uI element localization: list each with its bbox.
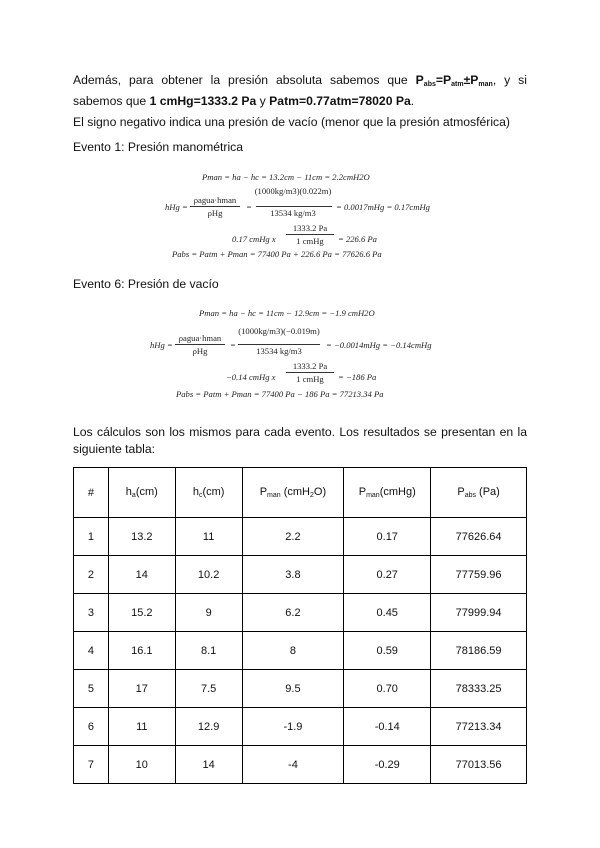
table-row [74,632,527,670]
table-cell: 77213.34 [431,708,527,746]
outro-paragraph: Los cálculos son los mismos para cada evento. Los resultados se presentan en la siguiente tabla: [73,425,527,456]
event1-l3-den: 1 cmHg [296,236,324,246]
event1-eq-lhs: hHg = [165,202,188,212]
header-pman-cmh2o: $P_{man}$ (cmH$_2$O) [242,468,344,518]
table-cell: 6 [74,708,109,746]
table-cell: 4 [74,632,109,670]
event1-eq-rhs: = 0.0017mHg = 0.17cmHg [336,202,430,212]
table-cell: 1 [74,518,109,556]
table-cell: 13.2 [108,518,175,556]
table-cell: 2 [74,556,109,594]
table-cell: 78186.59 [431,632,527,670]
table-cell: 0.45 [344,594,431,632]
table-cell: 3.8 [242,556,344,594]
table-cell: 6.2 [242,594,344,632]
table-cell: 10 [108,746,175,784]
table-cell: 10.2 [175,556,242,594]
table-cell: 3 [74,594,109,632]
results-table [73,467,527,784]
event1-eq-line4: Pabs = Patm + Pman = 77400 Pa + 226.6 Pa = 77626.6 Pa [172,249,382,259]
header-num: # [74,468,109,518]
table-cell: 14 [108,556,175,594]
pabs-formula: $P_{abs}=P_{atm}\pm P_{man}$ [415,73,493,88]
event6-l3-num: 1333.2 Pa [292,361,328,371]
event6-den: 13534 kg/m3 [256,346,302,356]
table-cell: 0.17 [344,518,431,556]
event6-num: (1000kg/m3)(−0.019m) [238,326,320,336]
event6-heading: Evento 6: Presión de vacío [73,277,219,291]
event6-eq-rhs: = −0.0014mHg = −0.14cmHg [326,340,432,350]
table-cell: 77626.64 [431,518,527,556]
vacuum-note: El signo negativo indica una presión de vacío (menor que la presión atmosférica) [73,115,510,129]
event1-frac-bar [190,206,240,207]
table-row [74,670,527,708]
event6-l3-den: 1 cmHg [296,374,324,384]
event1-heading: Evento 1: Presión manométrica [73,140,244,154]
table-header-row [74,468,527,518]
header-pabs: $P_{abs}$ (Pa) [431,468,527,518]
table-row [74,594,527,632]
table-row [74,746,527,784]
table-cell: 16.1 [108,632,175,670]
table-row [74,708,527,746]
event1-eq-line3a: 0.17 cmHg x [232,234,276,244]
event1-num: (1000kg/m3)(0.022m) [254,186,332,196]
event6-eq-line3a: −0.14 cmHg x [226,372,276,382]
table-cell: -1.9 [242,708,344,746]
table-cell: -0.14 [344,708,431,746]
table-cell: 0.27 [344,556,431,594]
table-cell: 0.70 [344,670,431,708]
table-cell: 77013.56 [431,746,527,784]
event1-bar [256,206,332,207]
table-row [74,518,527,556]
table-cell: 2.2 [242,518,344,556]
table-cell: 11 [108,708,175,746]
patm-value: Patm=0.77atm=78020 Pa [269,94,411,108]
event6-eq-line4: Pabs = Patm + Pman = 77400 Pa − 186 Pa = 77213.34 Pa [176,389,384,399]
table-cell: 7.5 [175,670,242,708]
table-cell: 11 [175,518,242,556]
table-cell: -4 [242,746,344,784]
event1-l3-num: 1333.2 Pa [292,223,328,233]
event6-eq-line1: Pman = ha − hc = 11cm − 12.9cm = −1.9 cmH2O [199,308,375,318]
table-cell: 17 [108,670,175,708]
table-cell: 12.9 [175,708,242,746]
event6-eq-lhs: hHg = [150,340,173,350]
header-hc: $h_c(cm)$ [175,468,242,518]
event1-eq-line1: Pman = ha − hc = 13.2cm − 11cm = 2.2cmH2O [202,172,370,182]
event6-eq-line3b: = −186 Pa [338,372,377,382]
table-cell: 8 [242,632,344,670]
event6-frac-den: ρHg [192,346,208,356]
cmhg-conversion: 1 cmHg=1333.2 Pa [149,94,257,108]
table-cell: 15.2 [108,594,175,632]
table-cell: -0.29 [344,746,431,784]
event1-den: 13534 kg/m3 [270,208,316,218]
event6-frac-num: ρagua·hman [178,333,222,343]
table-cell: 7 [74,746,109,784]
table-cell: 9.5 [242,670,344,708]
intro-text: Además, para obtener la presión absoluta sabemos que [73,73,416,87]
event1-frac-den: ρHg [207,208,223,218]
table-cell: 8.1 [175,632,242,670]
table-row [74,556,527,594]
event1-frac-num: ρagua·hman [193,195,237,205]
header-ha: $h_a(cm)$ [108,468,175,518]
event1-eq-line3b: = 226.6 Pa [338,234,377,244]
header-pman-cmhg: $P_{man}(cmHg)$ [344,468,431,518]
table-cell: 0.59 [344,632,431,670]
table-cell: 78333.25 [431,670,527,708]
table-cell: 5 [74,670,109,708]
table-cell: 77759.96 [431,556,527,594]
intro-paragraph: Además, para obtener la presión absoluta sabemos que $P_{abs}=P_{atm}\pm P_{man}$, y si sabemos que 1 cmHg=1333.2 Pa y Patm=0.77atm=78020 Pa. [73,73,527,108]
table-cell: 9 [175,594,242,632]
table-cell: 14 [175,746,242,784]
table-cell: 77999.94 [431,594,527,632]
